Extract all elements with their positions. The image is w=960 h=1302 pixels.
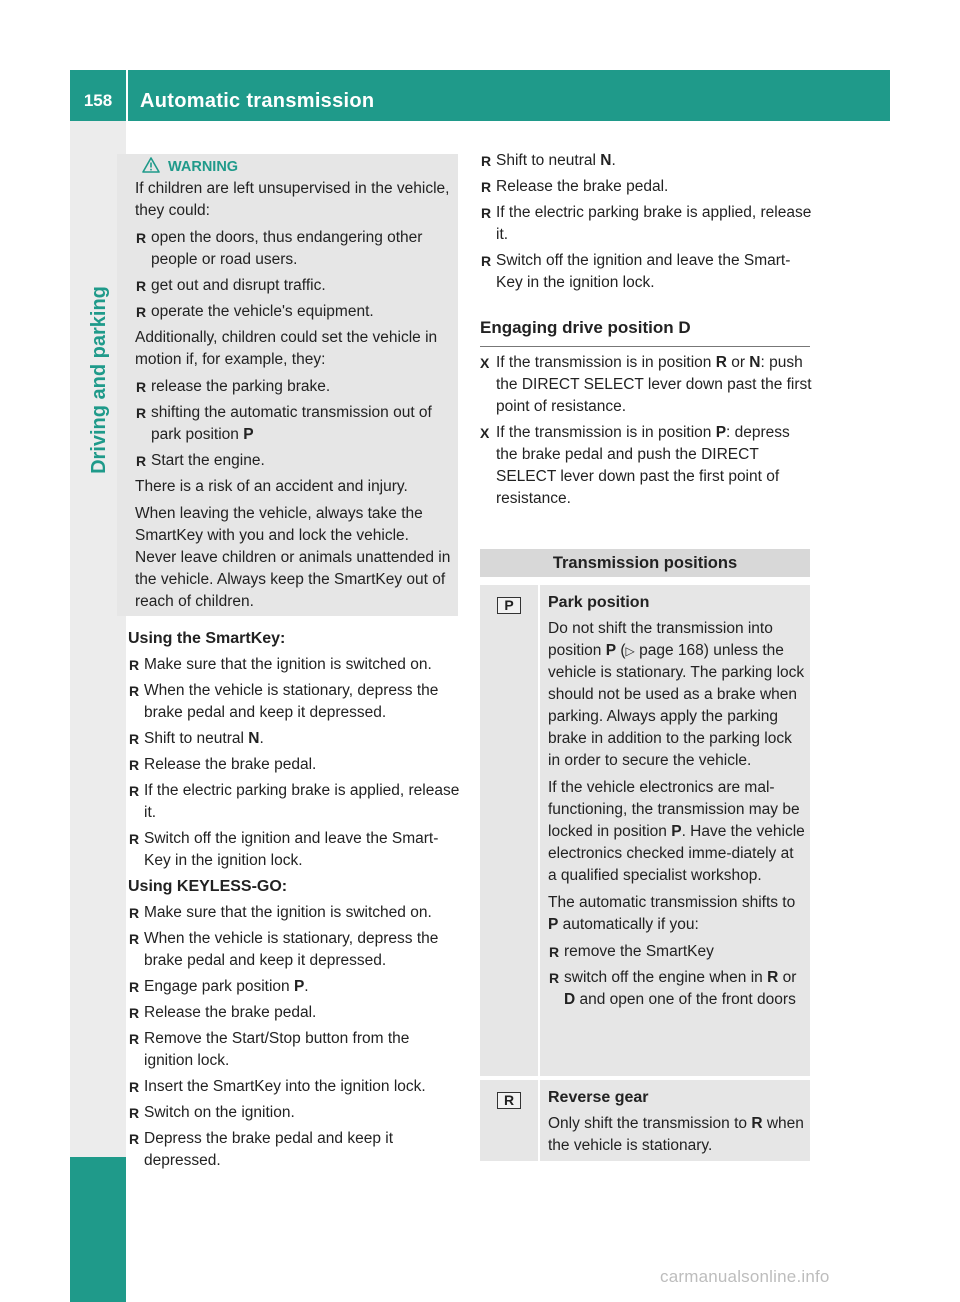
list-item: R Shift to neutral N. [129, 730, 264, 747]
reverse-key-icon: R [497, 1092, 521, 1109]
list-item: R shifting the automatic transmission out of park position P [136, 404, 432, 443]
keyless-heading: Using KEYLESS-GO: [128, 878, 288, 895]
header-divider [126, 70, 128, 121]
keyless-list-continued [480, 150, 814, 294]
keyless-list [128, 902, 462, 1172]
table-row [480, 1076, 810, 1161]
list-item: R Release the brake pedal. [481, 178, 669, 195]
smartkey-heading: Using the SmartKey: [128, 630, 286, 647]
warning-label: WARNING [168, 159, 239, 175]
list-item: R Make sure that the ignition is switched on. [129, 656, 432, 673]
park-auto-list [548, 941, 806, 1011]
list-item: R Depress the brake pedal and keep it depressed. [129, 1130, 394, 1169]
warning-motion-list [135, 376, 452, 472]
drive-steps [480, 352, 814, 514]
warning-risk-list [135, 227, 452, 323]
list-item: R release the parking brake. [136, 378, 331, 395]
park-description [548, 592, 806, 1015]
list-item: R Engage park position P. [129, 978, 309, 995]
warning-advice: When leaving the vehicle, always take the SmartKey with you and lock the vehicle. Never leave children or animals unattended in the vehicle. Always keep the SmartKey out of reach of children. [135, 505, 451, 610]
page-ref-arrow-icon: ▷ [625, 644, 635, 658]
list-item: R When the vehicle is stationary, depress the brake pedal and keep it depressed. [129, 930, 439, 969]
watermark: carmanualsonline.info [660, 1267, 830, 1286]
side-tab-marker [70, 1157, 126, 1302]
drive-heading: Engaging drive position D [480, 316, 810, 347]
warning-content [117, 178, 458, 618]
list-item: R Release the brake pedal. [129, 756, 317, 773]
side-tab-label: Driving and parking [88, 286, 110, 474]
list-item: R Release the brake pedal. [129, 1004, 317, 1021]
list-item: R Switch off the ignition and leave the Smart-Key in the ignition lock. [481, 252, 791, 291]
chapter-title: Automatic transmission [140, 90, 375, 112]
reverse-heading: Reverse gear [548, 1089, 649, 1106]
drive-step-list [480, 352, 814, 510]
list-item: R Make sure that the ignition is switched on. [129, 904, 432, 921]
list-item: R Insert the SmartKey into the ignition lock. [129, 1078, 426, 1095]
list-item: R open the doors, thus endangering other people or road users. [136, 229, 423, 268]
warning-header [142, 156, 238, 178]
list-item: R operate the vehicle's equipment. [136, 303, 374, 320]
list-item: R Switch off the ignition and leave the Smart-Key in the ignition lock. [129, 830, 439, 869]
page-number: 158 [83, 91, 113, 110]
list-item: R Remove the Start/Stop button from the ignition lock. [129, 1030, 410, 1069]
list-item: R Shift to neutral N. [481, 152, 616, 169]
warning-triangle-icon [142, 157, 160, 173]
table-row [480, 585, 810, 1081]
list-item: R Switch on the ignition. [129, 1104, 295, 1121]
right-column-continued [480, 150, 814, 298]
park-para-3: The automatic transmission shifts to P automatically if you: [548, 894, 796, 933]
park-para-1: Do not shift the transmission into position P (▷ page 168) unless the vehicle is stationary. The parking lock should not be used as a brake when parking. Always apply the parking brake in addition to the parking lock in order to secure the vehicle. [548, 620, 805, 769]
list-item: R get out and disrupt traffic. [136, 277, 326, 294]
park-heading: Park position [548, 594, 650, 611]
list-item: X If the transmission is in position R or N: push the DIRECT SELECT lever down past the first point of resistance. [480, 354, 812, 415]
list-item: R If the electric parking brake is applied, release it. [129, 782, 460, 821]
warning-risk-summary: There is a risk of an accident and injury. [135, 478, 408, 495]
warning-intro: If children are left unsupervised in the vehicle, they could: [135, 180, 450, 219]
list-item: R switch off the engine when in R or D and open one of the front doors [549, 969, 797, 1008]
list-item: R If the electric parking brake is applied, release it. [481, 204, 812, 243]
warning-additional: Additionally, children could set the vehicle in motion if, for example, they: [135, 329, 438, 368]
list-item: X If the transmission is in position P: depress the brake pedal and push the DIRECT SELECT lever down past the first point of resistance. [480, 424, 790, 507]
reverse-description [548, 1087, 806, 1162]
positions-title: Transmission positions [552, 554, 738, 572]
position-icon-cell [480, 585, 540, 1081]
position-icon-cell [480, 1080, 540, 1161]
list-item: R When the vehicle is stationary, depress the brake pedal and keep it depressed. [129, 682, 439, 721]
left-column-procedures [128, 628, 462, 1176]
list-item: R remove the SmartKey [549, 943, 714, 960]
list-item: R Start the engine. [136, 452, 265, 469]
park-key-icon: P [497, 597, 521, 614]
park-para-2: If the vehicle electronics are mal-functioning, the transmission may be locked in position P. Have the vehicle electronics checked imme-diately at a qualified specialist workshop. [548, 779, 805, 884]
smartkey-list [128, 654, 462, 872]
reverse-para: Only shift the transmission to R when the vehicle is stationary. [548, 1115, 804, 1154]
